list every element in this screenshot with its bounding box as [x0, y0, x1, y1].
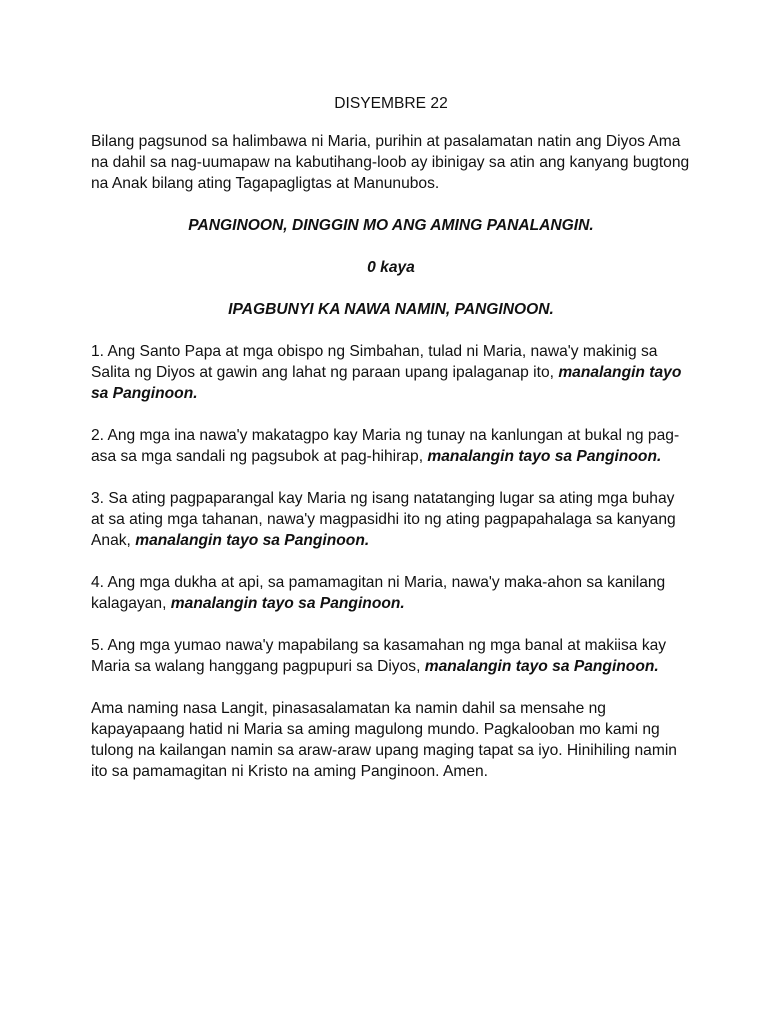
or-text: 0 kaya — [367, 259, 415, 276]
petition-5-response: manalangin tayo sa Panginoon. — [424, 658, 659, 675]
petition-3-response: manalangin tayo sa Panginoon. — [135, 532, 370, 549]
petition-2 — [91, 425, 691, 467]
response-line-2: IPAGBUNYI KA NAWA NAMIN, PANGINOON. — [228, 301, 554, 318]
petition-2-text: 2. Ang mga ina nawa'y makatagpo kay Maria ng tunay na kanlungan at bukal ng pag-asa sa mga sandali ng pagsubok at pag-hihirap, — [91, 427, 680, 465]
petition-3-text: 3. Sa ating pagpaparangal kay Maria ng isang natatanging lugar sa ating mga buhay at sa ating mga tahanan, nawa'y magpasidhi ito ng ating pagpapahalaga sa kanyang Anak, — [91, 490, 676, 549]
petition-1-response: manalangin tayo sa Panginoon. — [91, 364, 682, 402]
intro-paragraph: Bilang pagsunod sa halimbawa ni Maria, purihin at pasalamatan natin ang Diyos Ama na dahil sa nag-uumapaw na kabutihang-loob ay ibinigay sa atin ang kanyang bugtong na Anak bilang ating Tagapagligtas at Manunubos. — [91, 133, 690, 192]
response-line-1: PANGINOON, DINGGIN MO ANG AMING PANALANGIN. — [188, 217, 594, 234]
petition-5-text: 5. Ang mga yumao nawa'y mapabilang sa kasamahan ng mga banal at makiisa kay Maria sa walang hanggang pagpupuri sa Diyos, — [91, 637, 667, 675]
petition-4-response: manalangin tayo sa Panginoon. — [170, 595, 405, 612]
petition-3 — [91, 488, 691, 551]
petition-1 — [91, 341, 691, 404]
document-title: DISYEMBRE 22 — [334, 95, 448, 112]
petition-5 — [91, 635, 691, 677]
petition-2-response: manalangin tayo sa Panginoon. — [427, 448, 662, 465]
document-page — [91, 93, 691, 803]
closing-prayer: Ama naming nasa Langit, pinasasalamatan ka namin dahil sa mensahe ng kapayapaang hatid ni Maria sa aming magulong mundo. Pagkalooban mo kami ng tulong na kailangan namin sa araw-araw upang maging tapat sa iyo. Hinihiling namin ito sa pamamagitan ni Kristo na aming Panginoon. Amen. — [91, 700, 677, 780]
petition-4 — [91, 572, 691, 614]
petition-4-text: 4. Ang mga dukha at api, sa pamamagitan ni Maria, nawa'y maka-ahon sa kanilang kalagayan, — [91, 574, 666, 612]
petition-1-text: 1. Ang Santo Papa at mga obispo ng Simbahan, tulad ni Maria, nawa'y makinig sa Salita ng Diyos at gawin ang lahat ng paraan upang ipalaganap ito, — [91, 343, 658, 381]
